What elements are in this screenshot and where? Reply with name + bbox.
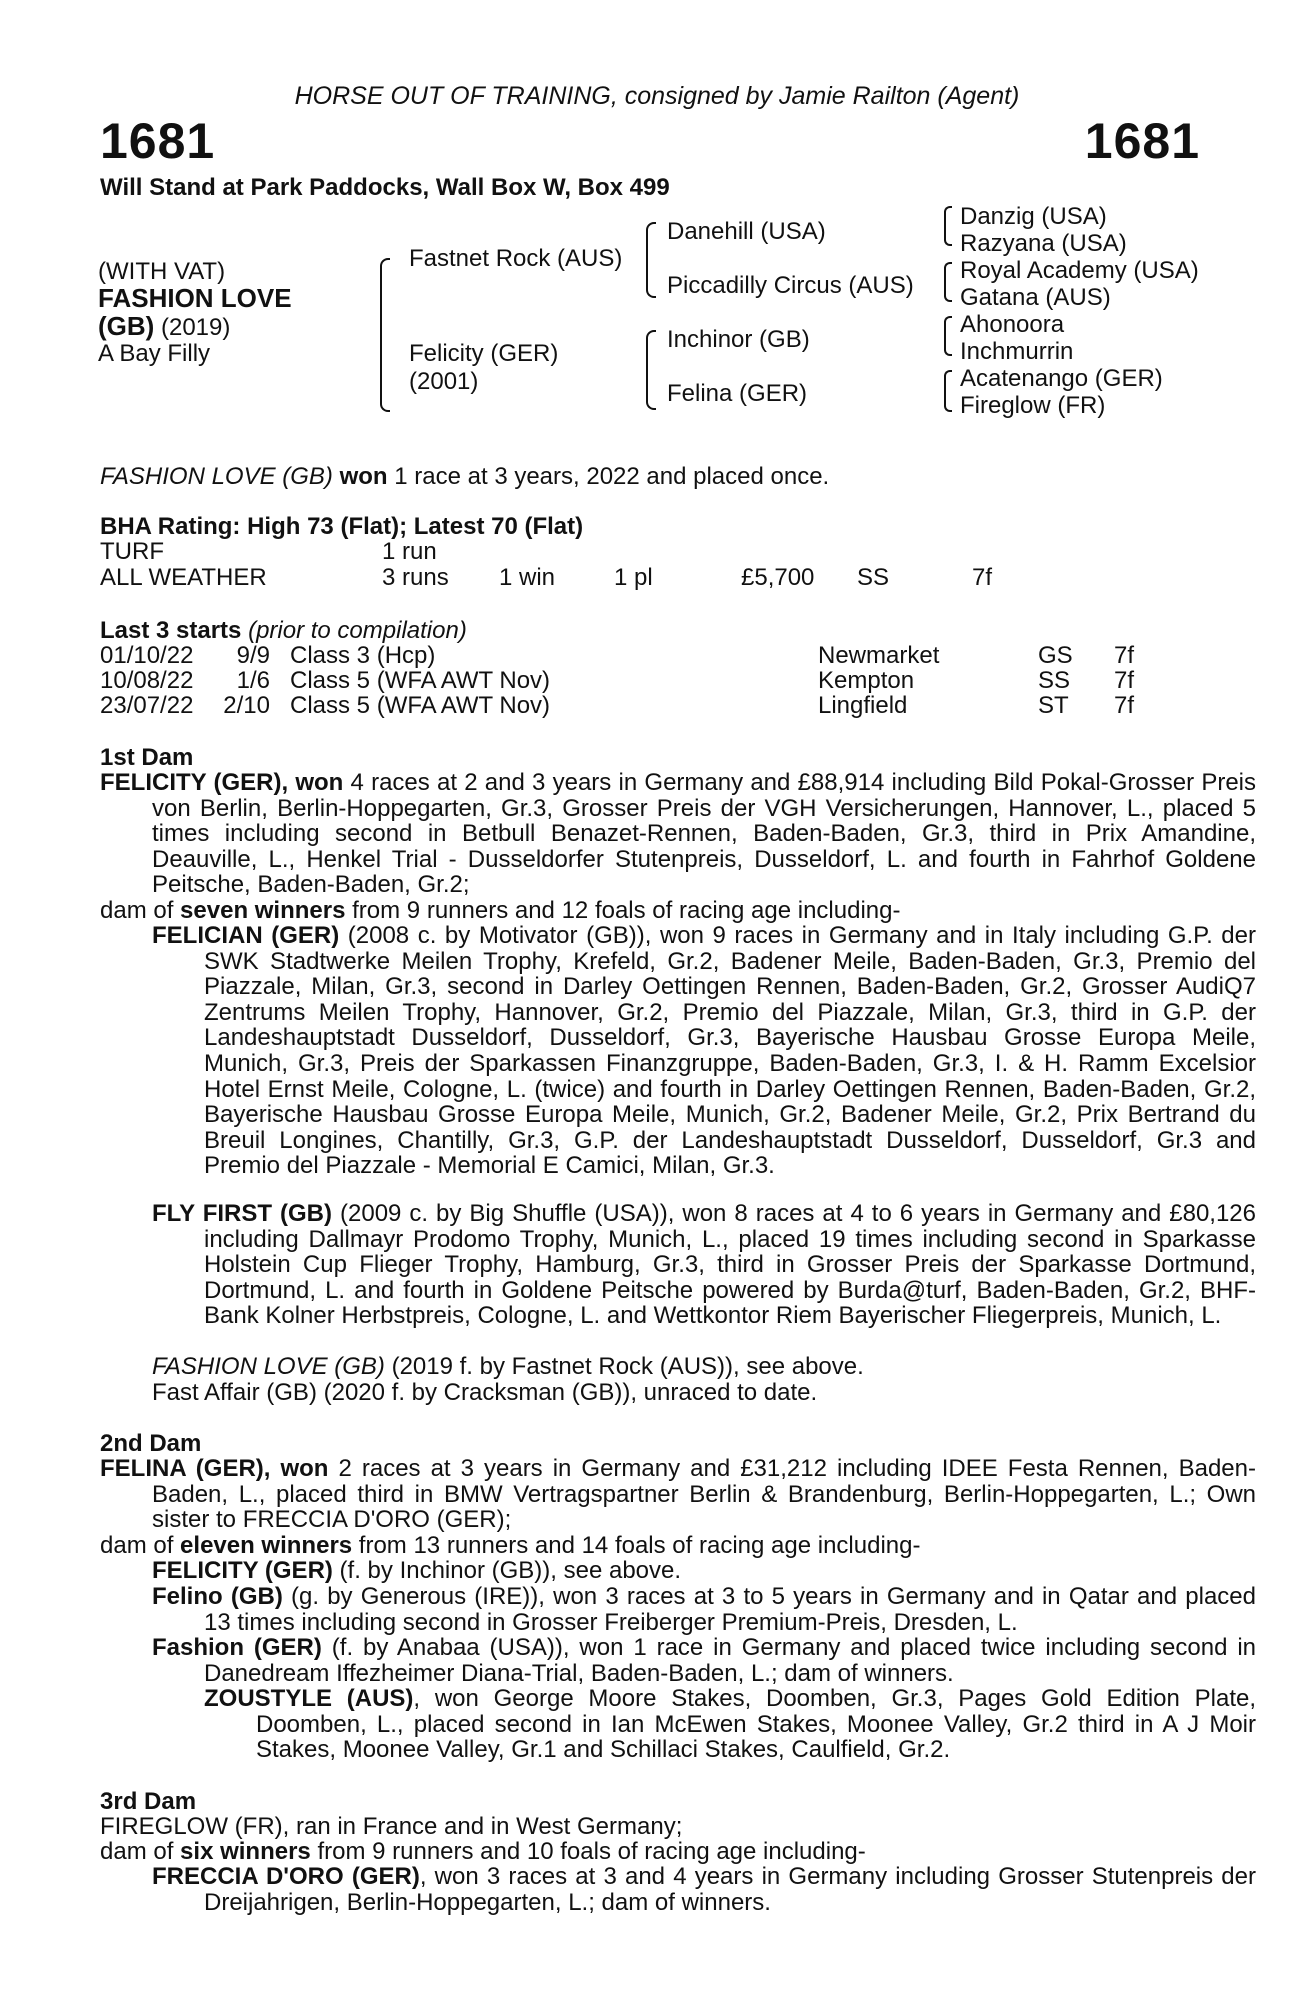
progeny-name: FLY FIRST (GB) [152, 1200, 333, 1227]
progeny-felician [152, 923, 1256, 1179]
second-dam-text: 2 races at 3 years in Germany and £31,212 including IDEE Festa Rennen, Baden-Baden, L., placed third in BMW Vertragspartner Berlin & Brandenburg, Berlin-Hoppegarten, L.; Own sister to FRECCIA D'ORO (GER); [152, 1455, 1256, 1534]
last-starts-note: (prior to compilation) [241, 617, 467, 644]
third-dam-record: FIREGLOW (FR), ran in France and in West Germany; [100, 1813, 683, 1840]
start-distance: 7f [1114, 642, 1135, 669]
stand-location: Will Stand at Park Paddocks, Wall Box W, Box 499 [100, 174, 670, 201]
rating-turf-runs: 1 run [382, 538, 437, 565]
dam-sire: Inchinor (GB) [667, 326, 810, 353]
rating-aw-distance: 7f [972, 564, 993, 591]
start-course: Newmarket [818, 642, 940, 669]
dam-of-rest: from 9 runners and 10 foals of racing age including- [310, 1838, 866, 1865]
dam-of-rest: from 9 runners and 12 foals of racing age including- [345, 897, 901, 924]
pedigree-brace-g3-1 [944, 206, 952, 246]
progeny-text: (2008 c. by Motivator (GB)), won 9 races in Germany and in Italy including G.P. der SWK Stadtwerke Meilen Trophy, Krefeld, Gr.2, Badener Meile, Baden-Baden, Gr.3, Premio del Piazzale, Milan, Gr.3, second in Darley Oettingen Rennen, Baden-Baden, Gr.2, Grosser AudiQ7 Zentrums Meilen Trophy, Hannover, Gr.2, Premio del Piazzale, Milan, Gr.3, third in G.P. der Landeshauptstadt Dusseldorf, Dusseldorf, Gr.3, Bayerische Hausbau Grosse Europa Meile, Munich, Gr.3, Preis der Sparkassen Finanzgruppe, Baden-Baden, Gr.3, I. & H. Ramm Excelsior Hotel Ernst Meile, Cologne, L. (twice) and fourth in Darley Oettingen Rennen, Baden-Baden, Gr.2, Bayerische Hausbau Grosse Europa Meile, Munich, Gr.2, Badener Meile, Gr.2, Prix Bertrand du Breuil Longines, Chantilly, Gr.3, G.P. der Landeshauptstadt Dusseldorf, Dusseldorf, Gr.3 and Premio del Piazzale - Memorial E Camici, Milan, Gr.3. [204, 922, 1256, 1180]
progeny-felino [152, 1584, 1256, 1635]
progeny-text: , won 3 races at 3 and 4 years in Germany including Grosser Stutenpreis der Dreijahrigen, Berlin-Hoppegarten, L.; dam of winners. [204, 1863, 1256, 1916]
bha-rating: BHA Rating: High 73 (Flat); Latest 70 (Flat) [100, 513, 584, 540]
sire-sire-sire: Danzig (USA) [960, 203, 1107, 230]
horse-year: (2019) [154, 314, 231, 341]
sire-dam-dam: Gatana (AUS) [960, 284, 1111, 311]
progeny-text: (f. by Anabaa (USA)), won 1 race in Germany and placed twice including second in Danedream Iffezheimer Diana-Trial, Baden-Baden, L.; dam of winners. [204, 1634, 1256, 1687]
progeny-fly-first [152, 1201, 1256, 1329]
progeny-name: FASHION LOVE (GB) [152, 1353, 385, 1380]
dam-of-winners: seven winners [180, 897, 346, 924]
progeny-name: FRECCIA D'ORO (GER) [152, 1863, 420, 1890]
dam-of-label: dam of [100, 1532, 181, 1559]
pedigree-brace-g3-4 [944, 370, 952, 412]
first-dam-produce [100, 898, 1204, 924]
start-position: 2/10 [223, 692, 270, 719]
start-going: ST [1038, 692, 1069, 719]
pedigree-brace-sire [646, 222, 656, 298]
horse-description: A Bay Filly [98, 340, 211, 367]
first-dam-name: FELICITY (GER), won [100, 769, 344, 796]
sire-dam: Piccadilly Circus (AUS) [667, 272, 914, 299]
race-summary [100, 463, 829, 491]
horse-origin-year [98, 312, 230, 342]
dam-of-winners: eleven winners [180, 1532, 353, 1559]
start-distance: 7f [1114, 692, 1135, 719]
progeny-text: (2019 f. by Fastnet Rock (AUS)), see above. [384, 1353, 864, 1380]
pedigree-brace-g3-2 [944, 262, 952, 302]
progeny-zoustyle [204, 1686, 1256, 1763]
rating-aw-wins: 1 win [499, 564, 556, 591]
sire-name: Fastnet Rock (AUS) [409, 245, 623, 272]
rating-turf-surface: TURF [100, 538, 164, 565]
dam-of-winners: six winners [180, 1838, 311, 1865]
progeny-name: ZOUSTYLE (AUS) [204, 1685, 414, 1712]
second-dam-name: FELINA (GER), won [100, 1455, 329, 1482]
sire-sire: Danehill (USA) [667, 218, 826, 245]
last-starts-heading [100, 617, 467, 645]
progeny-text: (g. by Generous (IRE)), won 3 races at 3 to 5 years in Germany and in Qatar and placed 13 times including second in Grosser Freiberger Premium-Preis, Dresden, L. [204, 1583, 1256, 1636]
rating-aw-going: SS [857, 564, 890, 591]
progeny-name: Fashion (GER) [152, 1634, 322, 1661]
rating-aw-placed: 1 pl [614, 564, 653, 591]
start-distance: 7f [1114, 667, 1135, 694]
horse-name: FASHION LOVE [98, 283, 292, 313]
start-date: 10/08/22 [100, 667, 194, 694]
start-race: Class 5 (WFA AWT Nov) [290, 667, 551, 694]
third-dam-produce [100, 1839, 1204, 1865]
progeny-fashion-love [152, 1354, 1204, 1380]
start-course: Lingfield [818, 692, 908, 719]
rating-aw-prize: £5,700 [741, 564, 815, 591]
second-dam-heading: 2nd Dam [100, 1430, 202, 1457]
pedigree-brace-g3-3 [944, 316, 952, 356]
progeny-text: (2009 c. by Big Shuffle (USA)), won 8 races at 4 to 6 years in Germany and £80,126 including Dallmayr Prodomo Trophy, Munich, L., placed 19 times including second in Sparkasse Holstein Cup Flieger Trophy, Hamburg, Gr.3, third in Grosser Preis der Sparkasse Dortmund, Dortmund, L. and fourth in Goldene Peitsche powered by Burda@turf, Baden-Baden, Gr.2, BHF-Bank Kolner Herbstpreis, Cologne, L. and Wettkontor Riem Bayerischer Fliegerpreis, Munich, L. [204, 1200, 1256, 1330]
first-dam-text: 4 races at 2 and 3 years in Germany and £88,914 including Bild Pokal-Grosser Preis von Berlin, Berlin-Hoppegarten, Gr.3, Grosser Preis der VGH Versicherungen, Hannover, L., placed 5 times including second in Betbull Benazet-Rennen, Baden-Baden, Gr.3, third in Prix Amandine, Deauville, L., Henkel Trial - Dusseldorfer Stutenpreis, Dusseldorf, L. and fourth in Fahrhof Goldene Peitsche, Baden-Baden, Gr.2; [152, 769, 1256, 899]
start-date: 23/07/22 [100, 692, 194, 719]
dam-name: Felicity (GER) [409, 340, 559, 367]
progeny-name: Felino (GB) [152, 1583, 283, 1610]
lot-number-left: 1681 [100, 113, 216, 169]
dam-of-rest: from 13 runners and 14 foals of racing age including- [352, 1532, 921, 1559]
pedigree-brace-dam [646, 330, 656, 410]
lot-number-right: 1681 [1084, 113, 1200, 169]
start-position: 9/9 [236, 642, 270, 669]
progeny-fast-affair: Fast Affair (GB) (2020 f. by Cracksman (GB)), unraced to date. [152, 1379, 818, 1406]
start-going: SS [1038, 667, 1071, 694]
dam-dam-sire: Acatenango (GER) [960, 365, 1163, 392]
dam-sire-dam: Inchmurrin [960, 338, 1074, 365]
dam-of-label: dam of [100, 897, 181, 924]
first-dam-heading: 1st Dam [100, 744, 194, 771]
summary-won: won [339, 463, 388, 490]
start-position: 1/6 [236, 667, 270, 694]
summary-horse-name: FASHION LOVE (GB) [100, 463, 333, 490]
start-date: 01/10/22 [100, 642, 194, 669]
start-course: Kempton [818, 667, 915, 694]
dam-of-label: dam of [100, 1838, 181, 1865]
sire-sire-dam: Razyana (USA) [960, 230, 1127, 257]
start-race: Class 5 (WFA AWT Nov) [290, 692, 551, 719]
horse-country: (GB) [98, 311, 155, 341]
start-race: Class 3 (Hcp) [290, 642, 436, 669]
consignment-header: HORSE OUT OF TRAINING, consigned by Jamie Railton (Agent) [294, 82, 1020, 110]
vat-note: (WITH VAT) [98, 258, 226, 285]
rating-aw-surface: ALL WEATHER [100, 564, 267, 591]
progeny-text: , won George Moore Stakes, Doomben, Gr.3, Pages Gold Edition Plate, Doomben, L., placed second in Ian McEwen Stakes, Moonee Valley, Gr.2 third in A J Moir Stakes, Moonee Valley, Gr.1 and Schillaci Stakes, Caulfield, Gr.2. [256, 1685, 1257, 1764]
third-dam-heading: 3rd Dam [100, 1788, 197, 1815]
progeny-text: (f. by Inchinor (GB)), see above. [332, 1557, 682, 1584]
dam-year: (2001) [409, 368, 479, 395]
dam-sire-sire: Ahonoora [960, 311, 1065, 338]
second-dam-record [100, 1456, 1256, 1533]
progeny-fashion [152, 1635, 1256, 1686]
second-dam-produce [100, 1533, 1204, 1559]
pedigree-brace-main [380, 258, 390, 412]
start-going: GS [1038, 642, 1073, 669]
first-dam-record [100, 770, 1256, 898]
progeny-felicity [152, 1558, 1204, 1584]
dam-dam-dam: Fireglow (FR) [960, 392, 1106, 419]
progeny-name: FELICITY (GER) [152, 1557, 333, 1584]
last-starts-title: Last 3 starts [100, 617, 242, 644]
rating-aw-runs: 3 runs [382, 564, 449, 591]
progeny-name: FELICIAN (GER) [152, 922, 340, 949]
progeny-freccia-doro [152, 1864, 1256, 1915]
summary-text: 1 race at 3 years, 2022 and placed once. [387, 463, 830, 490]
dam-dam: Felina (GER) [667, 380, 808, 407]
sire-dam-sire: Royal Academy (USA) [960, 257, 1199, 284]
